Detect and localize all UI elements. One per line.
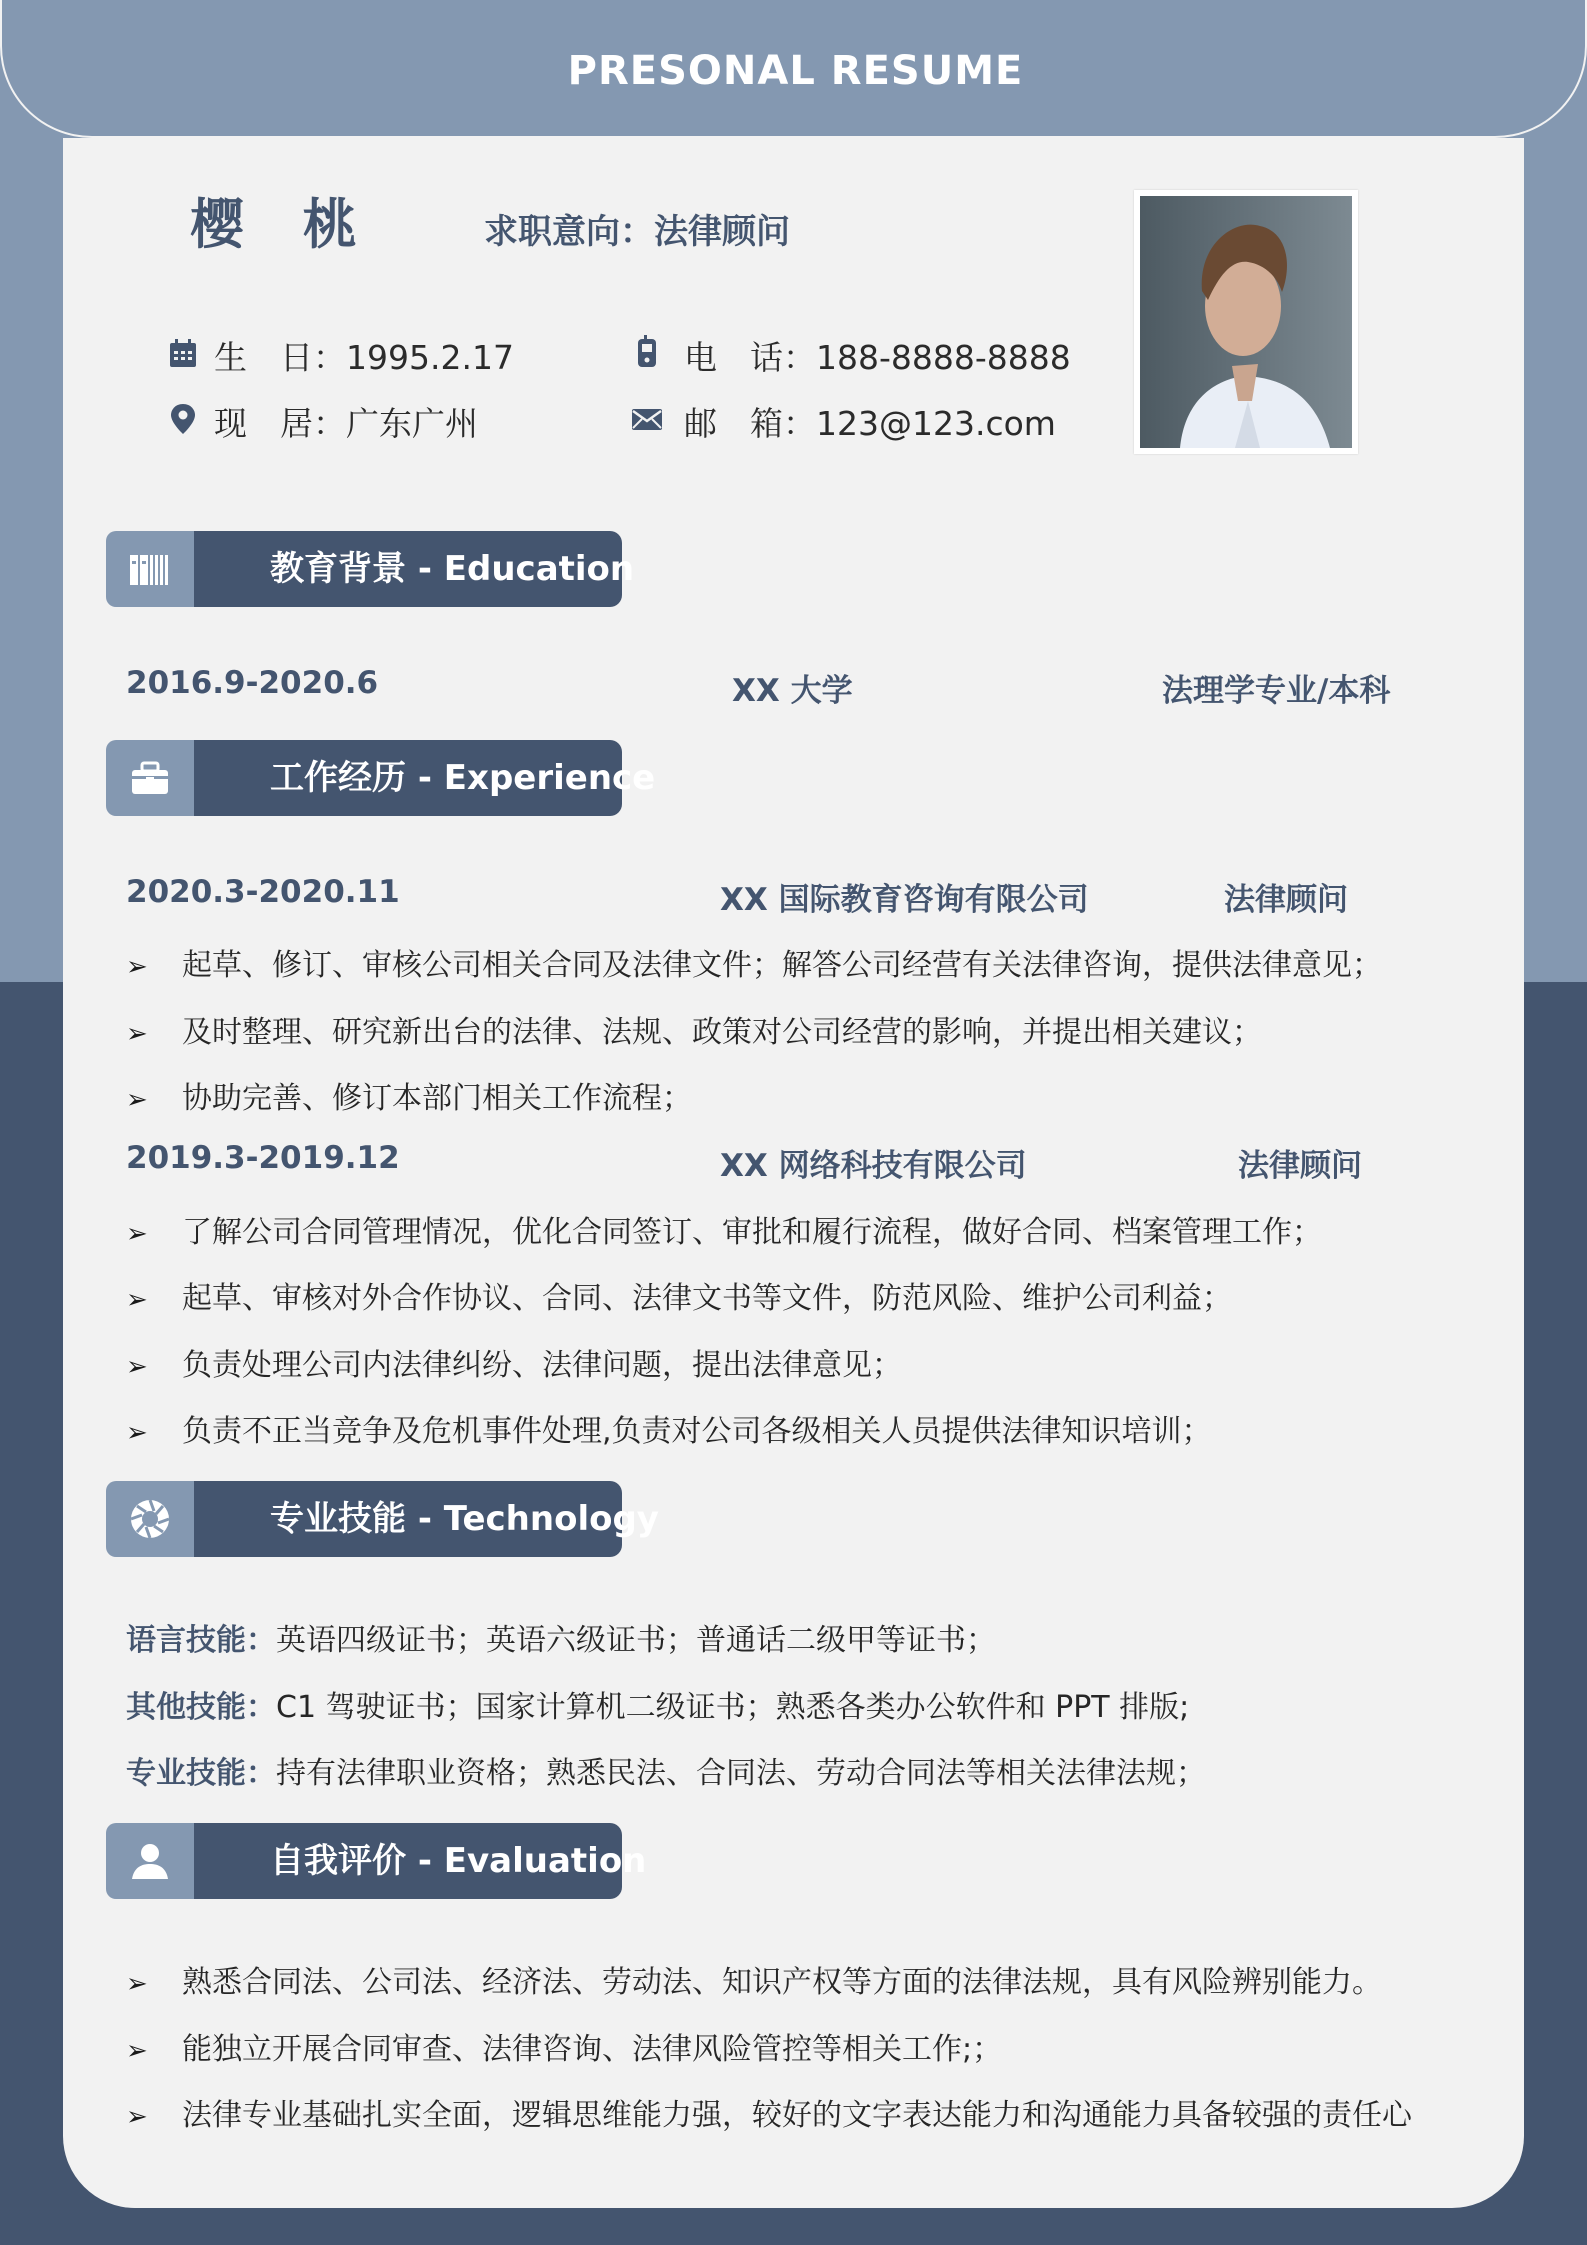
section-title-experience: 工作经历 - Experience [270,758,656,798]
profile-photo [1134,190,1358,454]
skill-professional: 专业技能：持有法律职业资格；熟悉民法、合同法、劳动合同法等相关法律法规； [126,1756,1206,1791]
job1-item-3: ➢ 协助完善、修订本部门相关工作流程； [126,1081,692,1116]
job1-role: 法律顾问 [1224,882,1348,918]
section-title-skills: 专业技能 - Technology [270,1499,659,1539]
mobile-phone-icon [630,335,664,369]
books-icon [128,547,172,591]
resume-title: PRESONAL RESUME [567,48,1024,94]
section-header-skills [106,1481,659,1557]
section-header-education [106,531,635,607]
evaluation-item-2: ➢ 能独立开展合同审查、法律咨询、法律风险管控等相关工作;； [126,2032,1003,2067]
header-banner [0,0,1587,138]
job2-period: 2019.3-2019.12 [126,1140,400,1176]
job2-company: XX 网络科技有限公司 [720,1148,1027,1184]
education-school: XX 大学 [732,673,853,709]
candidate-name: 樱 桃 [190,193,377,256]
bullet-arrow-icon: ➢ [126,1418,148,1448]
skill-other: 其他技能：C1 驾驶证书；国家计算机二级证书；熟悉各类办公软件和 PPT 排版; [126,1690,1190,1725]
job-intent: 求职意向：法律顾问 [484,212,790,252]
person-icon [128,1839,172,1883]
phone-field: 电 话：188-8888-8888 [684,338,1071,377]
bullet-arrow-icon: ➢ [126,1085,148,1115]
section-title-education: 教育背景 - Education [270,549,635,589]
aperture-icon [128,1497,172,1541]
job2-item-2: ➢ 起草、审核对外合作协议、合同、法律文书等文件，防范风险、维护公司利益； [126,1281,1232,1316]
education-major: 法理学专业/本科 [1162,673,1391,709]
bullet-arrow-icon: ➢ [126,1285,148,1315]
bullet-arrow-icon: ➢ [126,952,148,982]
job2-item-3: ➢ 负责处理公司内法律纠纷、法律问题，提出法律意见； [126,1348,902,1383]
job2-item-4: ➢ 负责不正当竞争及危机事件处理,负责对公司各级相关人员提供法律知识培训； [126,1414,1212,1449]
bullet-arrow-icon: ➢ [126,2036,148,2066]
section-header-experience [106,740,656,816]
education-period: 2016.9-2020.6 [126,665,379,701]
bullet-arrow-icon: ➢ [126,1352,148,1382]
birthday-field: 生 日：1995.2.17 [214,338,514,377]
job1-company: XX 国际教育咨询有限公司 [720,882,1089,918]
envelope-icon [630,402,664,436]
job1-item-2: ➢ 及时整理、研究新出台的法律、法规、政策对公司经营的影响，并提出相关建议； [126,1015,1262,1050]
location-field: 现 居：广东广州 [214,404,478,443]
job2-item-1: ➢ 了解公司合同管理情况，优化合同签订、审批和履行流程，做好合同、档案管理工作； [126,1215,1322,1250]
portrait-image [1140,196,1352,448]
evaluation-item-1: ➢ 熟悉合同法、公司法、经济法、劳动法、知识产权等方面的法律法规，具有风险辨别能力。 [126,1965,1382,2000]
job2-role: 法律顾问 [1238,1148,1362,1184]
bullet-arrow-icon: ➢ [126,1969,148,1999]
bullet-arrow-icon: ➢ [126,1219,148,1249]
skill-language: 语言技能：英语四级证书；英语六级证书；普通话二级甲等证书； [126,1623,996,1658]
bullet-arrow-icon: ➢ [126,2102,148,2132]
section-header-evaluation [106,1823,647,1899]
calendar-icon [166,337,200,371]
location-pin-icon [166,402,200,436]
evaluation-item-3: ➢ 法律专业基础扎实全面，逻辑思维能力强，较好的文字表达能力和沟通能力具备较强的责任心 [126,2098,1412,2133]
section-title-evaluation: 自我评价 - Evaluation [270,1841,647,1881]
bullet-arrow-icon: ➢ [126,1019,148,1049]
briefcase-icon [128,756,172,800]
email-field: 邮 箱：123@123.com [684,404,1056,443]
job1-item-1: ➢ 起草、修订、审核公司相关合同及法律文件；解答公司经营有关法律咨询，提供法律意见； [126,948,1382,983]
job1-period: 2020.3-2020.11 [126,874,400,910]
